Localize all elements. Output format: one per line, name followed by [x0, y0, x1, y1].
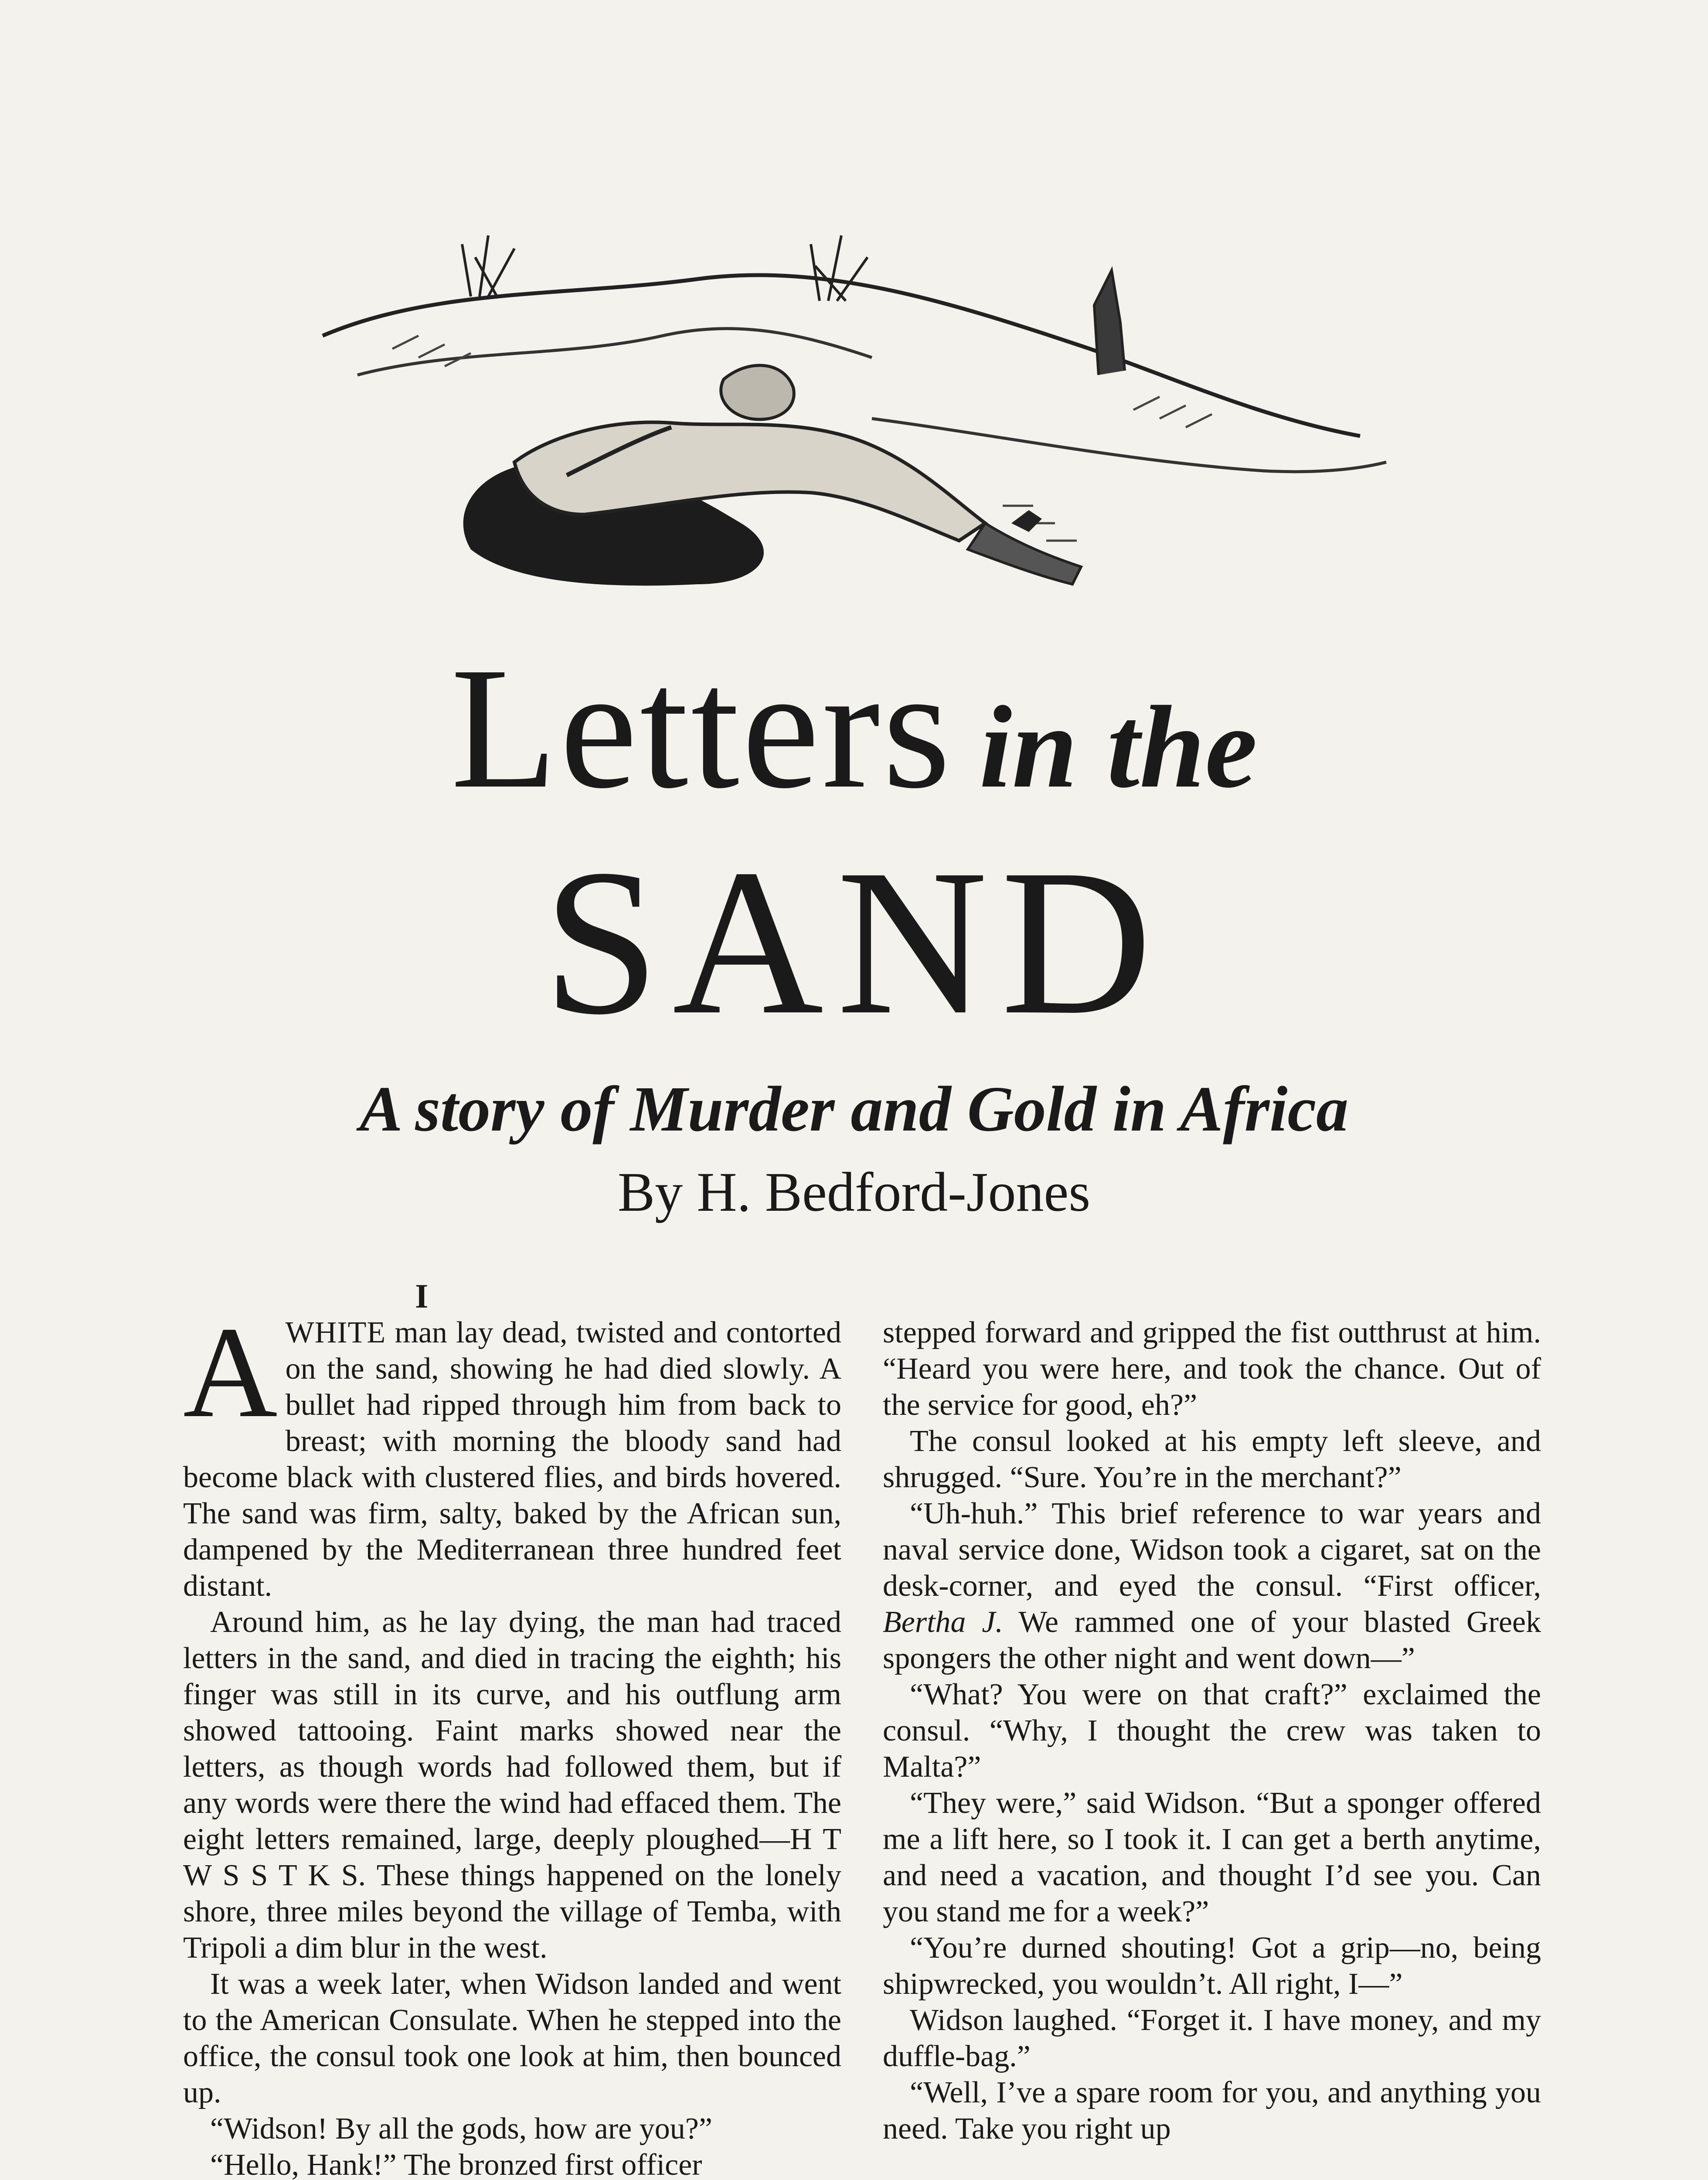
text-column-right	[883, 1315, 1541, 2147]
paragraph: stepped forward and gripped the fist outthrust at him. “Heard you were here, and took the chance. Out of the service for good, eh?”	[883, 1316, 1541, 1422]
author-byline: By H. Bedford-Jones	[617, 1161, 1091, 1223]
drop-cap: A	[183, 1300, 278, 1444]
paragraph: Around him, as he lay dying, the man had traced letters in the sand, and died in tracing the eighth; his finger was still in its curve, and his outflung arm showed tattooing. Faint marks showed near the letters, as though words had followed them, but if any words were there the wind had effaced them. The eight letters remained, large, deeply ploughed—H T W S S T K S. These things happened on the lonely shore, three miles beyond the village of Temba, with Tripoli a dim blur in the west.	[183, 1605, 841, 1965]
paragraph: It was a week later, when Widson landed and went to the American Consulate. When he stepped into the office, the consul took one look at him, then bounced up.	[183, 1967, 841, 2109]
paragraph-text: “Uh-huh.” This brief reference to war years and naval service done, Widson took a cigaret, sat on the desk-corner, and eyed the consul. “First officer,	[883, 1497, 1541, 1603]
section-number: I	[415, 1277, 429, 1315]
text-column-left	[183, 1300, 841, 2180]
title-words-in-the: in the	[979, 682, 1258, 812]
paragraph: “They were,” said Widson. “But a sponger offered me a lift here, so I took it. I can get a berth anytime, and need a vacation, and thought I’d see you. Can you stand me for a week?”	[883, 1786, 1541, 1928]
paragraph	[183, 1300, 841, 1604]
paragraph-text: man lay dead, twisted and contorted on the sand, showing he had died slowly. A bullet had ripped through him from back to breast; with morning the bloody sand had become black with clustered flies, and birds hovered. The sand was firm, salty, baked by the African sun, dampened by the Mediterranean three hundred feet distant.	[183, 1316, 841, 1603]
ship-name: Bertha J.	[883, 1605, 1003, 1639]
story-subtitle: A story of Murder and Gold in Africa	[359, 1073, 1349, 1145]
paragraph: “Well, I’ve a spare room for you, and anything you need. Take you right up	[883, 2076, 1541, 2146]
paragraph: “You’re durned shouting! Got a grip—no, being shipwrecked, you wouldn’t. All right, I—”	[883, 1931, 1541, 2001]
story-title-line2: SAND	[543, 826, 1165, 1058]
header-illustration	[305, 192, 1404, 645]
paragraph: “Widson! By all the gods, how are you?”	[210, 2112, 712, 2146]
paragraph: “What? You were on that craft?” exclaimed the consul. “Why, I thought the crew was taken to Malta?”	[883, 1678, 1541, 1784]
paragraph-text: We rammed one of your blasted Greek spongers the other night and went down—”	[883, 1605, 1541, 1675]
paragraph: Widson laughed. “Forget it. I have money, and my duffle-bag.”	[883, 2003, 1541, 2073]
paragraph: “Hello, Hank!” The bronzed first officer	[210, 2148, 702, 2180]
sand-dune-sketch-icon	[305, 192, 1404, 645]
story-title-line1	[0, 631, 1708, 824]
paragraph	[883, 1495, 1541, 1676]
title-word-letters: Letters	[450, 631, 953, 824]
lead-word: WHITE	[285, 1316, 386, 1349]
paragraph: The consul looked at his empty left sleeve, and shrugged. “Sure. You’re in the merchant?”	[883, 1424, 1541, 1494]
